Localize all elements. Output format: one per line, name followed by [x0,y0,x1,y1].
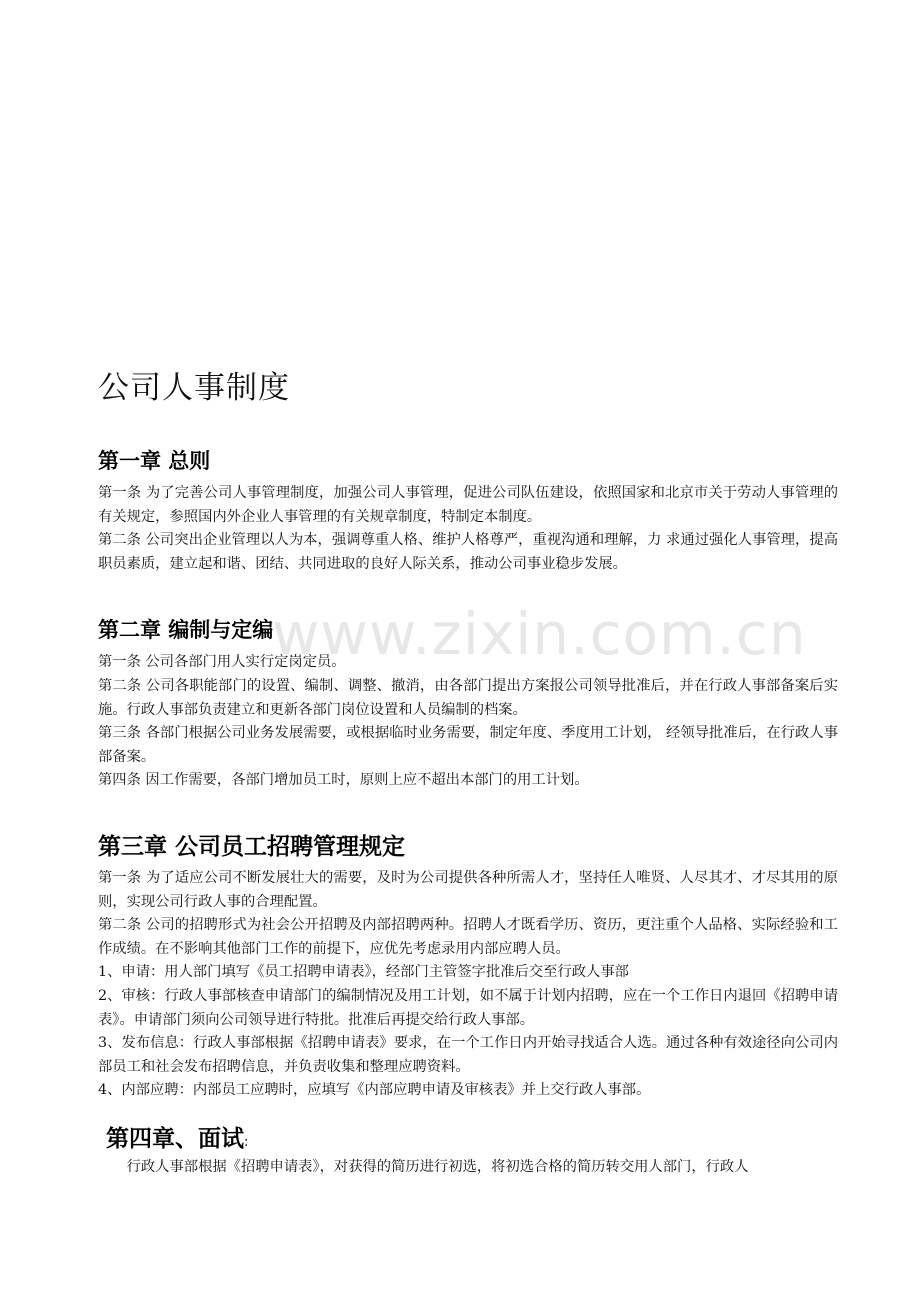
chapter-3-heading: 第三章 公司员工招聘管理规定 [98,834,406,860]
chapter-3-item-2: 2、审核：行政人事部核查申请部门的编制情况及用工计划，如不属于计划内招聘，应在一个工作日内退回《招聘申请表》。申请部门须向公司领导进行特批。批准后再提交给行政人事部。 [98,988,838,1028]
chapter-4-heading [106,1120,248,1153]
chapter-2-heading: 第二章 编制与定编 [98,618,274,642]
chapter-3-item-4: 4、内部应聘：内部员工应聘时，应填写《内部应聘申请及审核表》并上交行政人事部。 [98,1082,651,1098]
chapter-4-paragraph-1: 行政人事部根据《招聘申请表》，对获得的简历进行初选，将初选合格的简历转交用人部门，行政人 [126,1159,749,1175]
chapter-1-article-1: 第一条 为了完善公司人事管理制度，加强公司人事管理，促进公司队伍建设，依照国家和北京市关于劳动人事管理的有关规定，参照国内外企业人事管理的有关规章制度，特制定本制度。 [98,485,838,525]
chapter-4-heading-colon: : [244,1135,249,1150]
chapter-2-article-3: 第三条 各部门根据公司业务发展需要，或根据临时业务需要，制定年度、季度用工计划， 经领导批准后，在行政人事部备案。 [98,725,838,765]
chapter-2-article-4: 第四条 因工作需要，各部门增加员工时，原则上应不超出本部门的用工计划。 [98,772,589,788]
chapter-3-item-3: 3、发布信息：行政人事部根据《招聘申请表》要求，在一个工作日内开始寻找适合人选。通过各种有效途径向公司内部员工和社会发布招聘信息，并负责收集和整理应聘资料。 [98,1035,838,1075]
watermark: www.zixin.com.cn [272,600,807,668]
chapter-1-article-2: 第二条 公司突出企业管理以人为本，强调尊重人格、维护人格尊严，重视沟通和理解，力 求通过强化人事管理，提高职员素质，建立起和谐、团结、共同进取的良好人际关系，推动公司事业稳步发展。 [98,532,838,572]
chapter-2-article-2: 第二条 公司各职能部门的设置、编制、调整、撤消，由各部门提出方案报公司领导批准后，并在行政人事部备案后实施。行政人事部负责建立和更新各部门岗位设置和人员编制的档案。 [98,678,838,718]
chapter-4-heading-text: 第四章、面试 [106,1126,244,1152]
chapter-3-article-1: 第一条 为了适应公司不断发展壮大的需要，及时为公司提供各种所需人才，坚持任人唯贤、人尽其才、才尽其用的原则，实现公司行政人事的合理配置。 [98,870,838,910]
chapter-1-heading: 第一章 总则 [98,449,211,473]
chapter-2-article-1: 第一条 公司各部门用人实行定岗定员。 [98,654,346,670]
chapter-3-item-1: 1、申请：用人部门填写《员工招聘申请表》，经部门主管签字批准后交至行政人事部 [98,964,629,980]
document-title: 公司人事制度 [98,370,290,406]
chapter-3-article-2: 第二条 公司的招聘形式为社会公开招聘及内部招聘两种。招聘人才既看学历、资历，更注重个人品格、实际经验和工作成绩。在不影响其他部门工作的前提下，应优先考虑录用内部应聘人员。 [98,917,838,957]
